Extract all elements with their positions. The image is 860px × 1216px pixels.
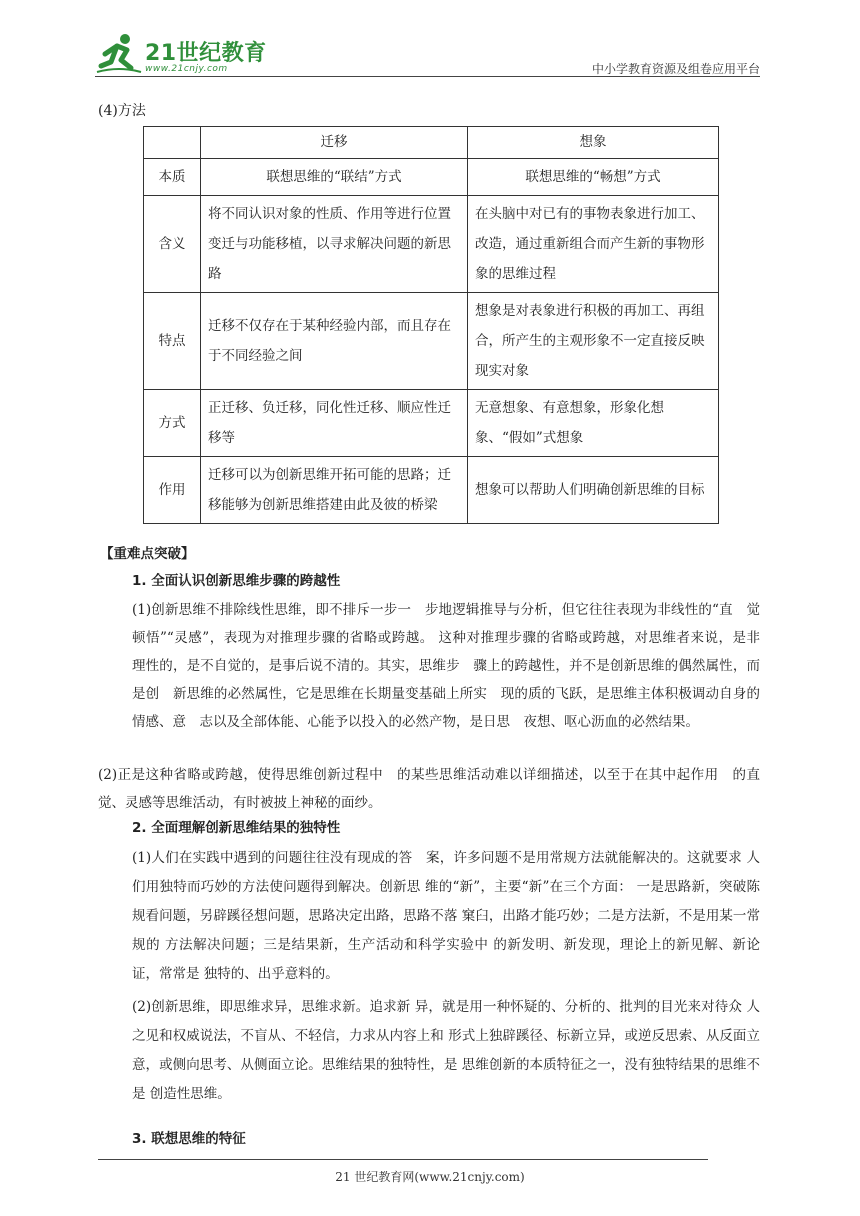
paragraph — [98, 596, 774, 736]
logo-text: 21世纪教育 — [145, 41, 267, 66]
imagine-cell: 想象可以帮助人们明确创新思维的目标 — [468, 457, 719, 524]
row-label: 本质 — [144, 159, 201, 196]
table-row — [144, 196, 719, 293]
table-row — [144, 457, 719, 524]
paragraph-text: (2)创新思维，即思维求异，思维求新。追求新 异，就是用一种怀疑的、分析的、批判的目光来对待众 人之见和权威说法，不盲从、不轻信，力求从内容上和 形式上独辟蹊径、标新立异，或逆反思索、从反面立 意，或侧向思考、从侧面立论。思维结果的独特性，是 思维创新的本质特征之一，没有独特结果的思维不是 创造性思维。 — [132, 999, 760, 1102]
header-imagine: 想象 — [468, 127, 719, 159]
imagine-cell: 无意想象、有意想象，形象化想象、“假如”式想象 — [468, 390, 719, 457]
paragraph — [98, 844, 760, 989]
header-divider — [95, 76, 760, 77]
table-corner-cell — [144, 127, 201, 159]
table-row — [144, 390, 719, 457]
transfer-cell: 迁移不仅存在于某种经验内部，而且存在于不同经验之间 — [201, 293, 468, 390]
table-header-row — [144, 127, 719, 159]
paragraph-text: (1)创新思维不排除线性思维，即不排斥一步一 步地逻辑推导与分析，但它往往表现为非线性的“直 觉顿悟”“灵感”，表现为对推理步骤的省略或跨越。 这种对推理步骤的省略或跨越，对思维者来说，是非 理性的，是不自觉的，是事后说不清的。其实，思维步 骤上的跨越性，并不是创新思维的偶然属性，而是创 新思维的必然属性，它是思维在长期量变基础上所实 现的质的飞跃，是思维主体积极调动自身的情感、意 志以及全部体能、心能予以投入的必然产物，是日思 夜想、呕心沥血的必然结果。 — [132, 602, 774, 730]
row-label: 方式 — [144, 390, 201, 457]
transfer-cell: 迁移可以为创新思维开拓可能的思路；迁移能够为创新思维搭建由此及彼的桥梁 — [201, 457, 468, 524]
paragraph — [98, 761, 760, 817]
paragraph-text: (2)正是这种省略或跨越，使得思维创新过程中 的某些思维活动难以详细描述，以至于在其中起作用 的直觉、灵感等思维活动，有时被披上神秘的面纱。 — [98, 767, 760, 811]
row-label: 特点 — [144, 293, 201, 390]
header-transfer: 迁移 — [201, 127, 468, 159]
section-title: 3. 联想思维的特征 — [132, 1131, 246, 1147]
imagine-cell: 想象是对表象进行积极的再加工、再组合，所产生的主观形象不一定直接反映现实对象 — [468, 293, 719, 390]
table-row — [144, 159, 719, 196]
focus-heading: 【重难点突破】 — [100, 546, 195, 562]
paragraph-text: (1)人们在实践中遇到的问题往往没有现成的答 案，许多问题不是用常规方法就能解决的。这就要求 人们用独特而巧妙的方法使问题得到解决。创新思 维的“新”，主要“新”在三个方面： 一是思路新，突破陈规看问题，另辟蹊径想问题，思路决定出路，思路不落 窠臼，出路才能巧妙；二是方法新，不是用某一常规的 方法解决问题；三是结果新，生产活动和科学实验中 的新发明、新发现，理论上的新见解、新论证，常常是 独特的、出乎意料的。 — [132, 850, 760, 982]
page-header — [95, 30, 760, 78]
runner-logo-icon — [95, 32, 143, 76]
transfer-cell: 联想思维的“联结”方式 — [201, 159, 468, 196]
transfer-cell: 将不同认识对象的性质、作用等进行位置变迁与功能移植，以寻求解决问题的新思路 — [201, 196, 468, 293]
transfer-cell: 正迁移、负迁移，同化性迁移、顺应性迁移等 — [201, 390, 468, 457]
section-label: (4)方法 — [98, 103, 146, 119]
footer-divider — [98, 1159, 708, 1160]
table-row — [144, 293, 719, 390]
imagine-cell: 在头脑中对已有的事物表象进行加工、改造，通过重新组合而产生新的事物形象的思维过程 — [468, 196, 719, 293]
row-label: 含义 — [144, 196, 201, 293]
section-title: 1. 全面认识创新思维步骤的跨越性 — [132, 573, 341, 589]
section-title: 2. 全面理解创新思维结果的独特性 — [132, 820, 341, 836]
platform-name: 中小学教育资源及组卷应用平台 — [591, 62, 760, 76]
row-label: 作用 — [144, 457, 201, 524]
logo-url: www.21cnjy.com — [145, 64, 228, 74]
method-table — [143, 126, 719, 524]
paragraph — [98, 993, 760, 1109]
page-footer[interactable]: 21 世纪教育网(www.21cnjy.com) — [335, 1170, 525, 1184]
site-logo[interactable] — [95, 32, 270, 78]
imagine-cell: 联想思维的“畅想”方式 — [468, 159, 719, 196]
